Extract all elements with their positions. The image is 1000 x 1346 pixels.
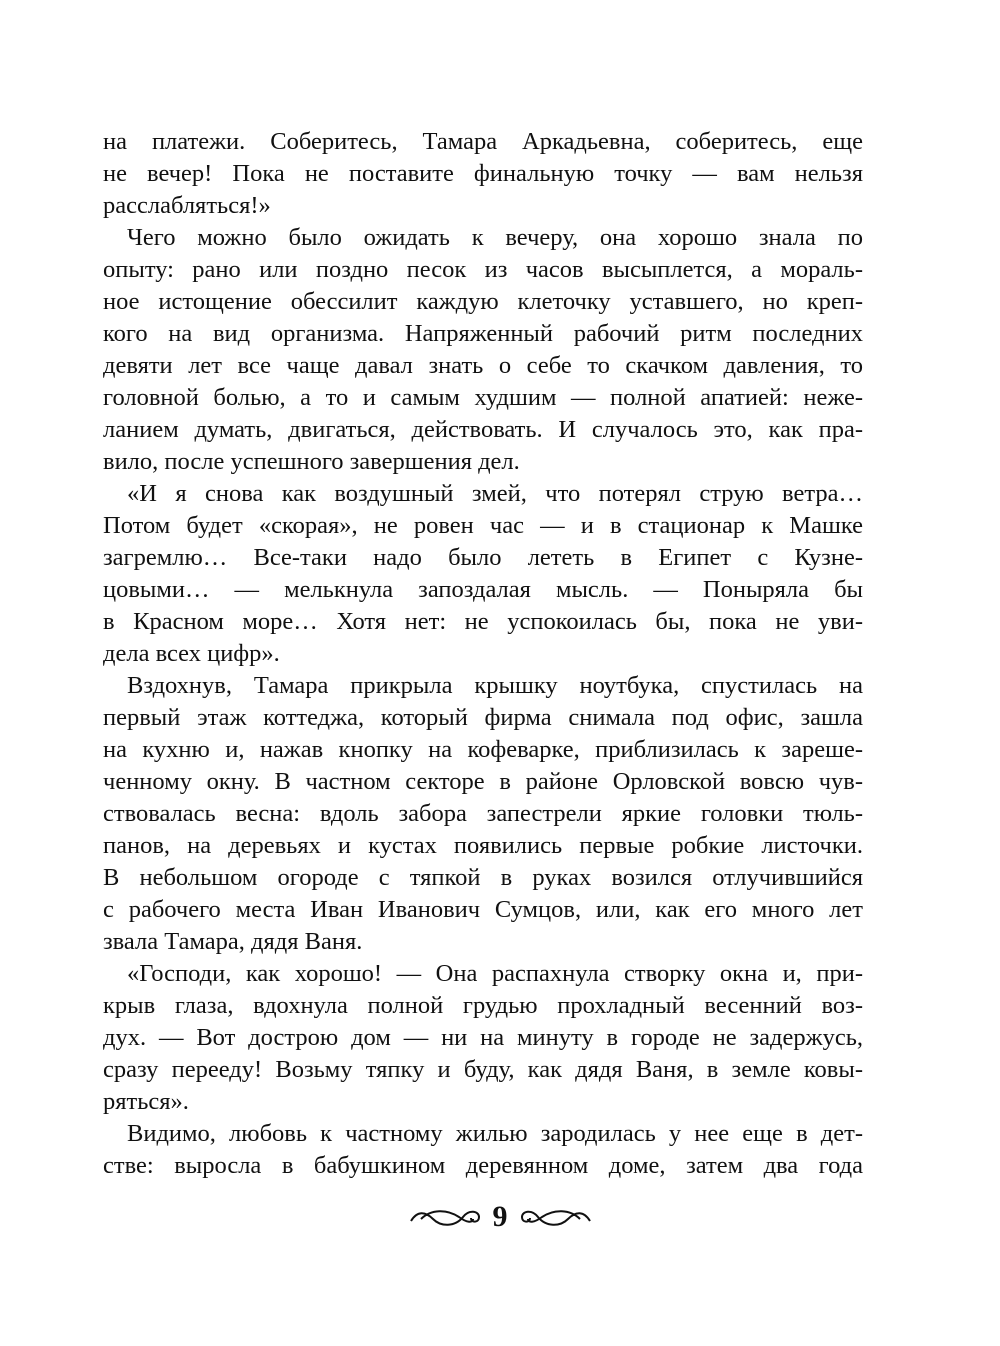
text-line: Потом будет «скорая», не ровен час — и в стационар к Машке bbox=[103, 512, 863, 539]
text-line: Вздохнув, Тамара прикрыла крышку ноутбука, спустилась на bbox=[127, 672, 863, 699]
text-line: загремлю… Все-таки надо было лететь в Египет с Кузне- bbox=[103, 544, 863, 571]
text-line: стве: выросла в бабушкином деревянном доме, затем два года bbox=[103, 1152, 863, 1179]
flourish-left-icon bbox=[407, 1205, 487, 1229]
text-line: Видимо, любовь к частному жилью зародилась у нее еще в дет- bbox=[127, 1120, 863, 1147]
flourish-right-icon bbox=[514, 1205, 594, 1229]
page-number: 9 bbox=[492, 1200, 508, 1233]
text-line: ное истощение обессилит каждую клеточку уставшего, но креп- bbox=[103, 288, 863, 315]
text-line: кого на вид организма. Напряженный рабочий ритм последних bbox=[103, 320, 863, 347]
text-line: ряться». bbox=[103, 1088, 189, 1115]
page-footer bbox=[0, 1200, 1000, 1234]
text-line: «Господи, как хорошо! — Она распахнула створку окна и, при- bbox=[127, 960, 863, 987]
text-line: на кухню и, нажав кнопку на кофеварке, приблизилась к зареше- bbox=[103, 736, 863, 763]
text-line: расслабляться!» bbox=[103, 192, 271, 219]
text-line: ланием думать, двигаться, действовать. И случалось это, как пра- bbox=[103, 416, 863, 443]
text-line: не вечер! Пока не поставите финальную точку — вам нельзя bbox=[103, 160, 863, 187]
page-body-text bbox=[103, 126, 863, 1182]
text-line: в Красном море… Хотя нет: не успокоилась бы, пока не уви- bbox=[103, 608, 863, 635]
text-line: головной болью, а то и самым худшим — полной апатией: неже- bbox=[103, 384, 863, 411]
text-line: на платежи. Соберитесь, Тамара Аркадьевна, соберитесь, еще bbox=[103, 128, 863, 155]
text-line: девяти лет все чаще давал знать о себе то скачком давления, то bbox=[103, 352, 863, 379]
text-line: Чего можно было ожидать к вечеру, она хорошо знала по bbox=[127, 224, 863, 251]
text-line: дух. — Вот дострою дом — ни на минуту в городе не задержусь, bbox=[103, 1024, 863, 1051]
text-line: звала Тамара, дядя Ваня. bbox=[103, 928, 363, 955]
text-line: опыту: рано или поздно песок из часов высыплется, а мораль- bbox=[103, 256, 863, 283]
text-line: с рабочего места Иван Иванович Сумцов, или, как его много лет bbox=[103, 896, 863, 923]
text-line: ствовалась весна: вдоль забора запестрели яркие головки тюль- bbox=[103, 800, 863, 827]
text-line: вило, после успешного завершения дел. bbox=[103, 448, 520, 475]
text-line: панов, на деревьях и кустах появились первые робкие листочки. bbox=[103, 832, 863, 859]
text-line: дела всех цифр». bbox=[103, 640, 280, 667]
text-line: «И я снова как воздушный змей, что потерял струю ветра… bbox=[127, 480, 863, 507]
text-line: В небольшом огороде с тяпкой в руках возился отлучившийся bbox=[103, 864, 863, 891]
text-line: цовыми… — мелькнула запоздалая мысль. — Поныряла бы bbox=[103, 576, 863, 603]
text-line: сразу перееду! Возьму тяпку и буду, как дядя Ваня, в земле ковы- bbox=[103, 1056, 863, 1083]
text-line: ченному окну. В частном секторе в районе Орловской вовсю чув- bbox=[103, 768, 863, 795]
text-line: крыв глаза, вдохнула полной грудью прохладный весенний воз- bbox=[103, 992, 863, 1019]
text-line: первый этаж коттеджа, который фирма снимала под офис, зашла bbox=[103, 704, 863, 731]
